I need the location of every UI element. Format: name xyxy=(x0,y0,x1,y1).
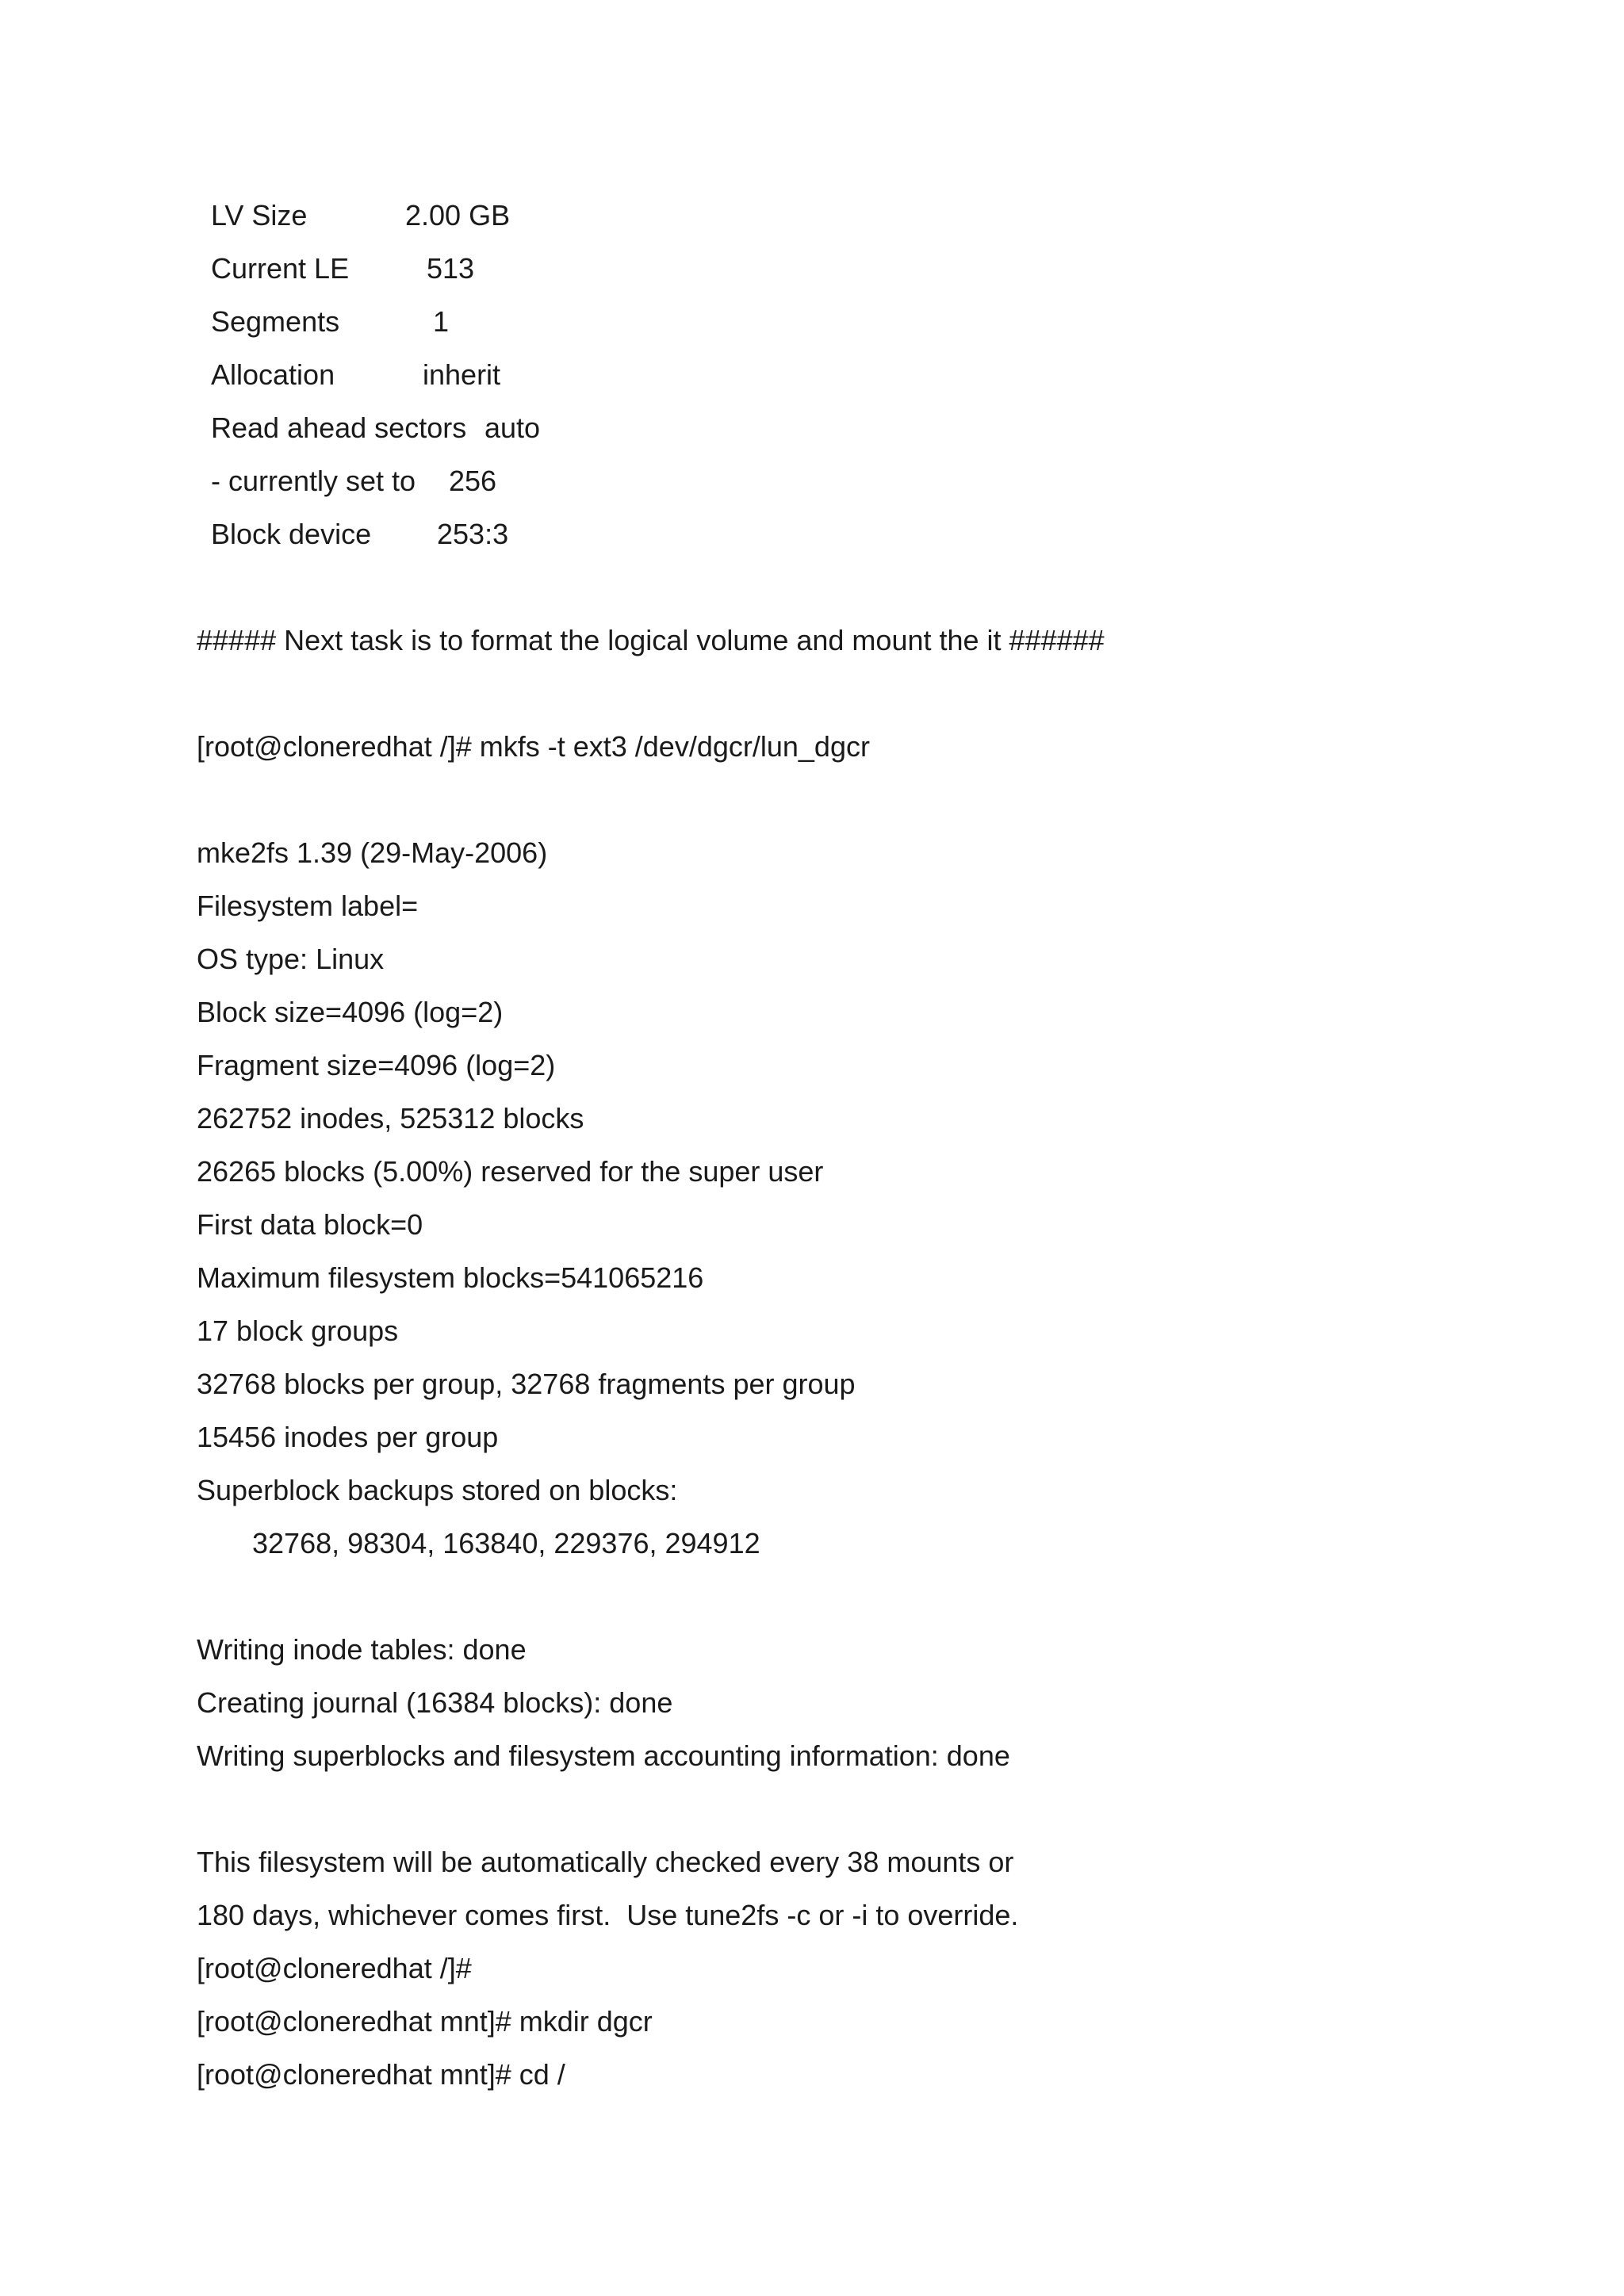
shell-prompt: [root@cloneredhat /]# xyxy=(197,1952,472,1984)
lv-info-key: Segments xyxy=(211,305,340,338)
lv-info-key: LV Size xyxy=(211,199,308,232)
output-line: mke2fs 1.39 (29-May-2006) xyxy=(197,836,548,869)
lv-info-value: 253:3 xyxy=(437,518,509,550)
lv-info-value: inherit xyxy=(423,358,501,391)
lv-info-key: Read ahead sectors xyxy=(211,411,467,444)
output-line: First data block=0 xyxy=(197,1208,423,1241)
lv-info-key: Current LE xyxy=(211,252,350,285)
output-line: Superblock backups stored on blocks: xyxy=(197,1474,678,1506)
cd-command: [root@cloneredhat mnt]# cd / xyxy=(197,2058,565,2091)
lv-info-value: 2.00 GB xyxy=(405,199,511,232)
mkfs-command: [root@cloneredhat /]# mkfs -t ext3 /dev/dgcr/lun_dgcr xyxy=(197,730,870,763)
output-line: OS type: Linux xyxy=(197,943,385,975)
output-line: Writing inode tables: done xyxy=(197,1633,527,1666)
output-line: Writing superblocks and filesystem accounting information: done xyxy=(197,1739,1010,1772)
mkdir-command: [root@cloneredhat mnt]# mkdir dgcr xyxy=(197,2005,653,2038)
lv-info-key: - currently set to xyxy=(211,465,416,497)
output-line: 17 block groups xyxy=(197,1314,399,1347)
lv-info-value: auto xyxy=(485,411,541,444)
lv-info-value: 1 xyxy=(433,305,450,338)
output-line: 180 days, whichever comes first. Use tune2fs -c or -i to override. xyxy=(197,1899,1019,1931)
output-line: This filesystem will be automatically checked every 38 mounts or xyxy=(197,1846,1014,1878)
lv-info-key: Allocation xyxy=(211,358,335,391)
output-line: Maximum filesystem blocks=541065216 xyxy=(197,1261,704,1294)
superblock-list: 32768, 98304, 163840, 229376, 294912 xyxy=(252,1527,760,1559)
output-line: Filesystem label= xyxy=(197,890,419,922)
task-comment: ##### Next task is to format the logical volume and mount the it ###### xyxy=(197,624,1105,656)
output-line: Fragment size=4096 (log=2) xyxy=(197,1049,556,1081)
output-line: 15456 inodes per group xyxy=(197,1421,499,1453)
lv-info-key: Block device xyxy=(211,518,372,550)
lv-info-value: 256 xyxy=(449,465,497,497)
lv-info-value: 513 xyxy=(427,252,475,285)
output-line: Creating journal (16384 blocks): done xyxy=(197,1686,673,1719)
output-line: 26265 blocks (5.00%) reserved for the super user xyxy=(197,1155,824,1188)
output-line: 262752 inodes, 525312 blocks xyxy=(197,1102,584,1135)
output-line: 32768 blocks per group, 32768 fragments per group xyxy=(197,1368,856,1400)
output-line: Block size=4096 (log=2) xyxy=(197,996,504,1028)
